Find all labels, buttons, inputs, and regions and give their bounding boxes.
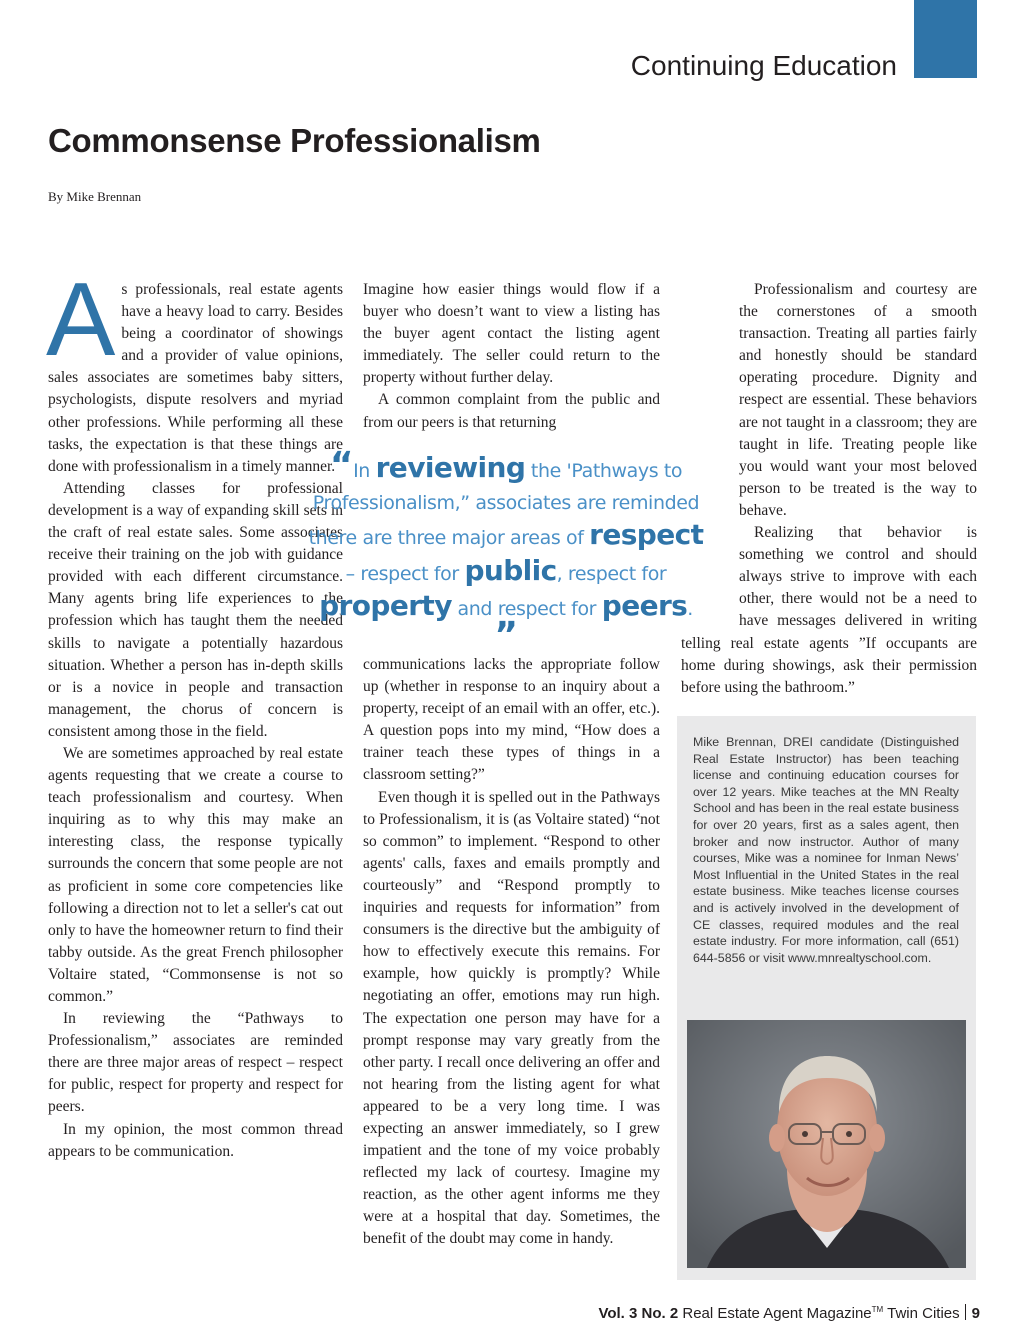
paragraph: In my opinion, the most common thread appears to be communication. [48,1120,343,1160]
paragraph: communications lacks the appropriate follow up (whether in response to an inquiry about a property, receipt of an email with an offer, etc.). A question pops into my mind, “How does a trainer teach these types of things in a classroom setting?” [363,656,660,784]
author-photo [687,1020,966,1268]
paragraph: As professionals, real estate agents have a heavy load to carry. Besides being a coordinator of showings and a provider of value opinions, sales associates are sometimes baby sitters, psychologists, dispute resolvers and myriad other professions. While performing all these tasks, the expectation is that these things are done with professionalism in a timely manner. [46,262,343,475]
drop-cap: A [46,262,116,378]
pull-quote: “In reviewing the 'Pathways to Professionalism,” associates are reminded there are three major areas of respect – respect for public, respect for property and respect for peers. ” [308,445,704,656]
paragraph: Imagine how easier things would flow if a buyer who doesn’t want to view a listing has the buyer agent contact the listing agent immediately. The seller could return to the property without further delay. [363,281,660,387]
footer-divider [965,1304,966,1320]
paragraph: A common complaint from the public and from our peers is that returning [363,391,660,431]
magazine-name: Real Estate Agent Magazine [682,1305,872,1322]
column-1 [46,262,343,1163]
column-2-bottom [363,654,660,1251]
paragraph: Professionalism and courtesy are the cornerstones of a smooth transaction. Treating all parties fairly and honestly should be standard operating procedure. Dignity and respect are essential. These behaviors are not taught in a classroom; they are taught in life. Treating people like you would want your most beloved person to be treated is the way to behave. [739,281,977,519]
pullquote-wrap-spacer [681,431,739,631]
paragraph: Realizing that behavior is something we control and should always strive to improve with each other, there would not be a need to have messages delivered in writing telling real estate agents ”If occupants are home during showings, ask their permission before using the bathroom.” [681,524,977,696]
column-3 [681,279,977,699]
volume-label: Vol. 3 No. 2 [598,1305,679,1322]
section-title: Continuing Education [630,50,897,81]
author-portrait-image [687,1020,966,1268]
paragraph: We are sometimes approached by real estate agents requesting that we create a course to teach professionalism and courtesy. When inquiring as to why this may make an interesting class, the response typically surrounds the concern that some people are not as proficient in some core competencies like following a direction not to let a seller's cat out only to have the homeowner return to find their tabby outside. As the great French philosopher Voltaire stated, “Commonsense is not so common.” [48,744,343,1005]
open-quote-mark: “ [329,445,354,486]
author-bio: Mike Brennan, DREI candidate (Distinguished Real Estate Instructor) has been teaching license and continuing education courses for over 12 years. Mike teaches at the MN Realty School and has been in the real estate business for over 20 years, first as a sales agent, then broker and now instructor. Author of many courses, Mike was a nominee for Inman News’ Most Influential in the United States in the real estate business. Mike teaches license courses and is actively involved in the development of CE classes, required modules and the real estate industry. For more information, call (651) 644-5856 or visit www.mnrealtyschool.com. [693,735,959,965]
trademark: TM [871,1305,884,1314]
article-title: Commonsense Professionalism [48,122,541,159]
section-color-tab [914,0,977,78]
column-2-top [363,279,660,434]
paragraph: In reviewing the “Pathways to Professionalism,” associates are reminded there are three major areas of respect – respect for public, respect for property and respect for peers. [48,1010,343,1116]
page-footer [598,1304,980,1322]
byline: By Mike Brennan [48,189,142,204]
paragraph: Attending classes for professional development is a way of expanding skill sets in the craft of real estate sales. Some associates receive their training on the job with guidance provided with each different circumstance. Many agents bring life experiences to the profession which has taught them the needed skills to navigate a potentially hazardous situation. Whether a person has in-depth skills or is a novice in people and transaction management, the chorus of concern is consistent among those in the field. [48,479,343,740]
page-number: 9 [971,1305,980,1322]
close-quote-mark: ” [494,614,518,656]
city-label: Twin Cities [887,1305,960,1322]
paragraph: Even though it is spelled out in the Pathways to Professionalism, it is (as Voltaire stated) “not so common” to implement. “Respond to other agents' calls, faxes and emails promptly and courteously” and “Respond promptly to inquiries and requests for information” from consumers is the directive but the ambiguity of how to effectively execute this remains. For example, how quickly is promptly? While negotiating an offer, emotions may run high. The expectation one person may have for a prompt response may vary greatly from the other party. I recall once delivering an offer and not hearing from the listing agent for what appeared to be a very long time. I was expecting an answer immediately, so I grew impatient and the tone of my voice probably reflected my lack of courtesy. Imagine my reaction, as the other agent informs me they were at a hospital that day. Sometimes, the benefit of the doubt may come in handy. [363,788,660,1248]
